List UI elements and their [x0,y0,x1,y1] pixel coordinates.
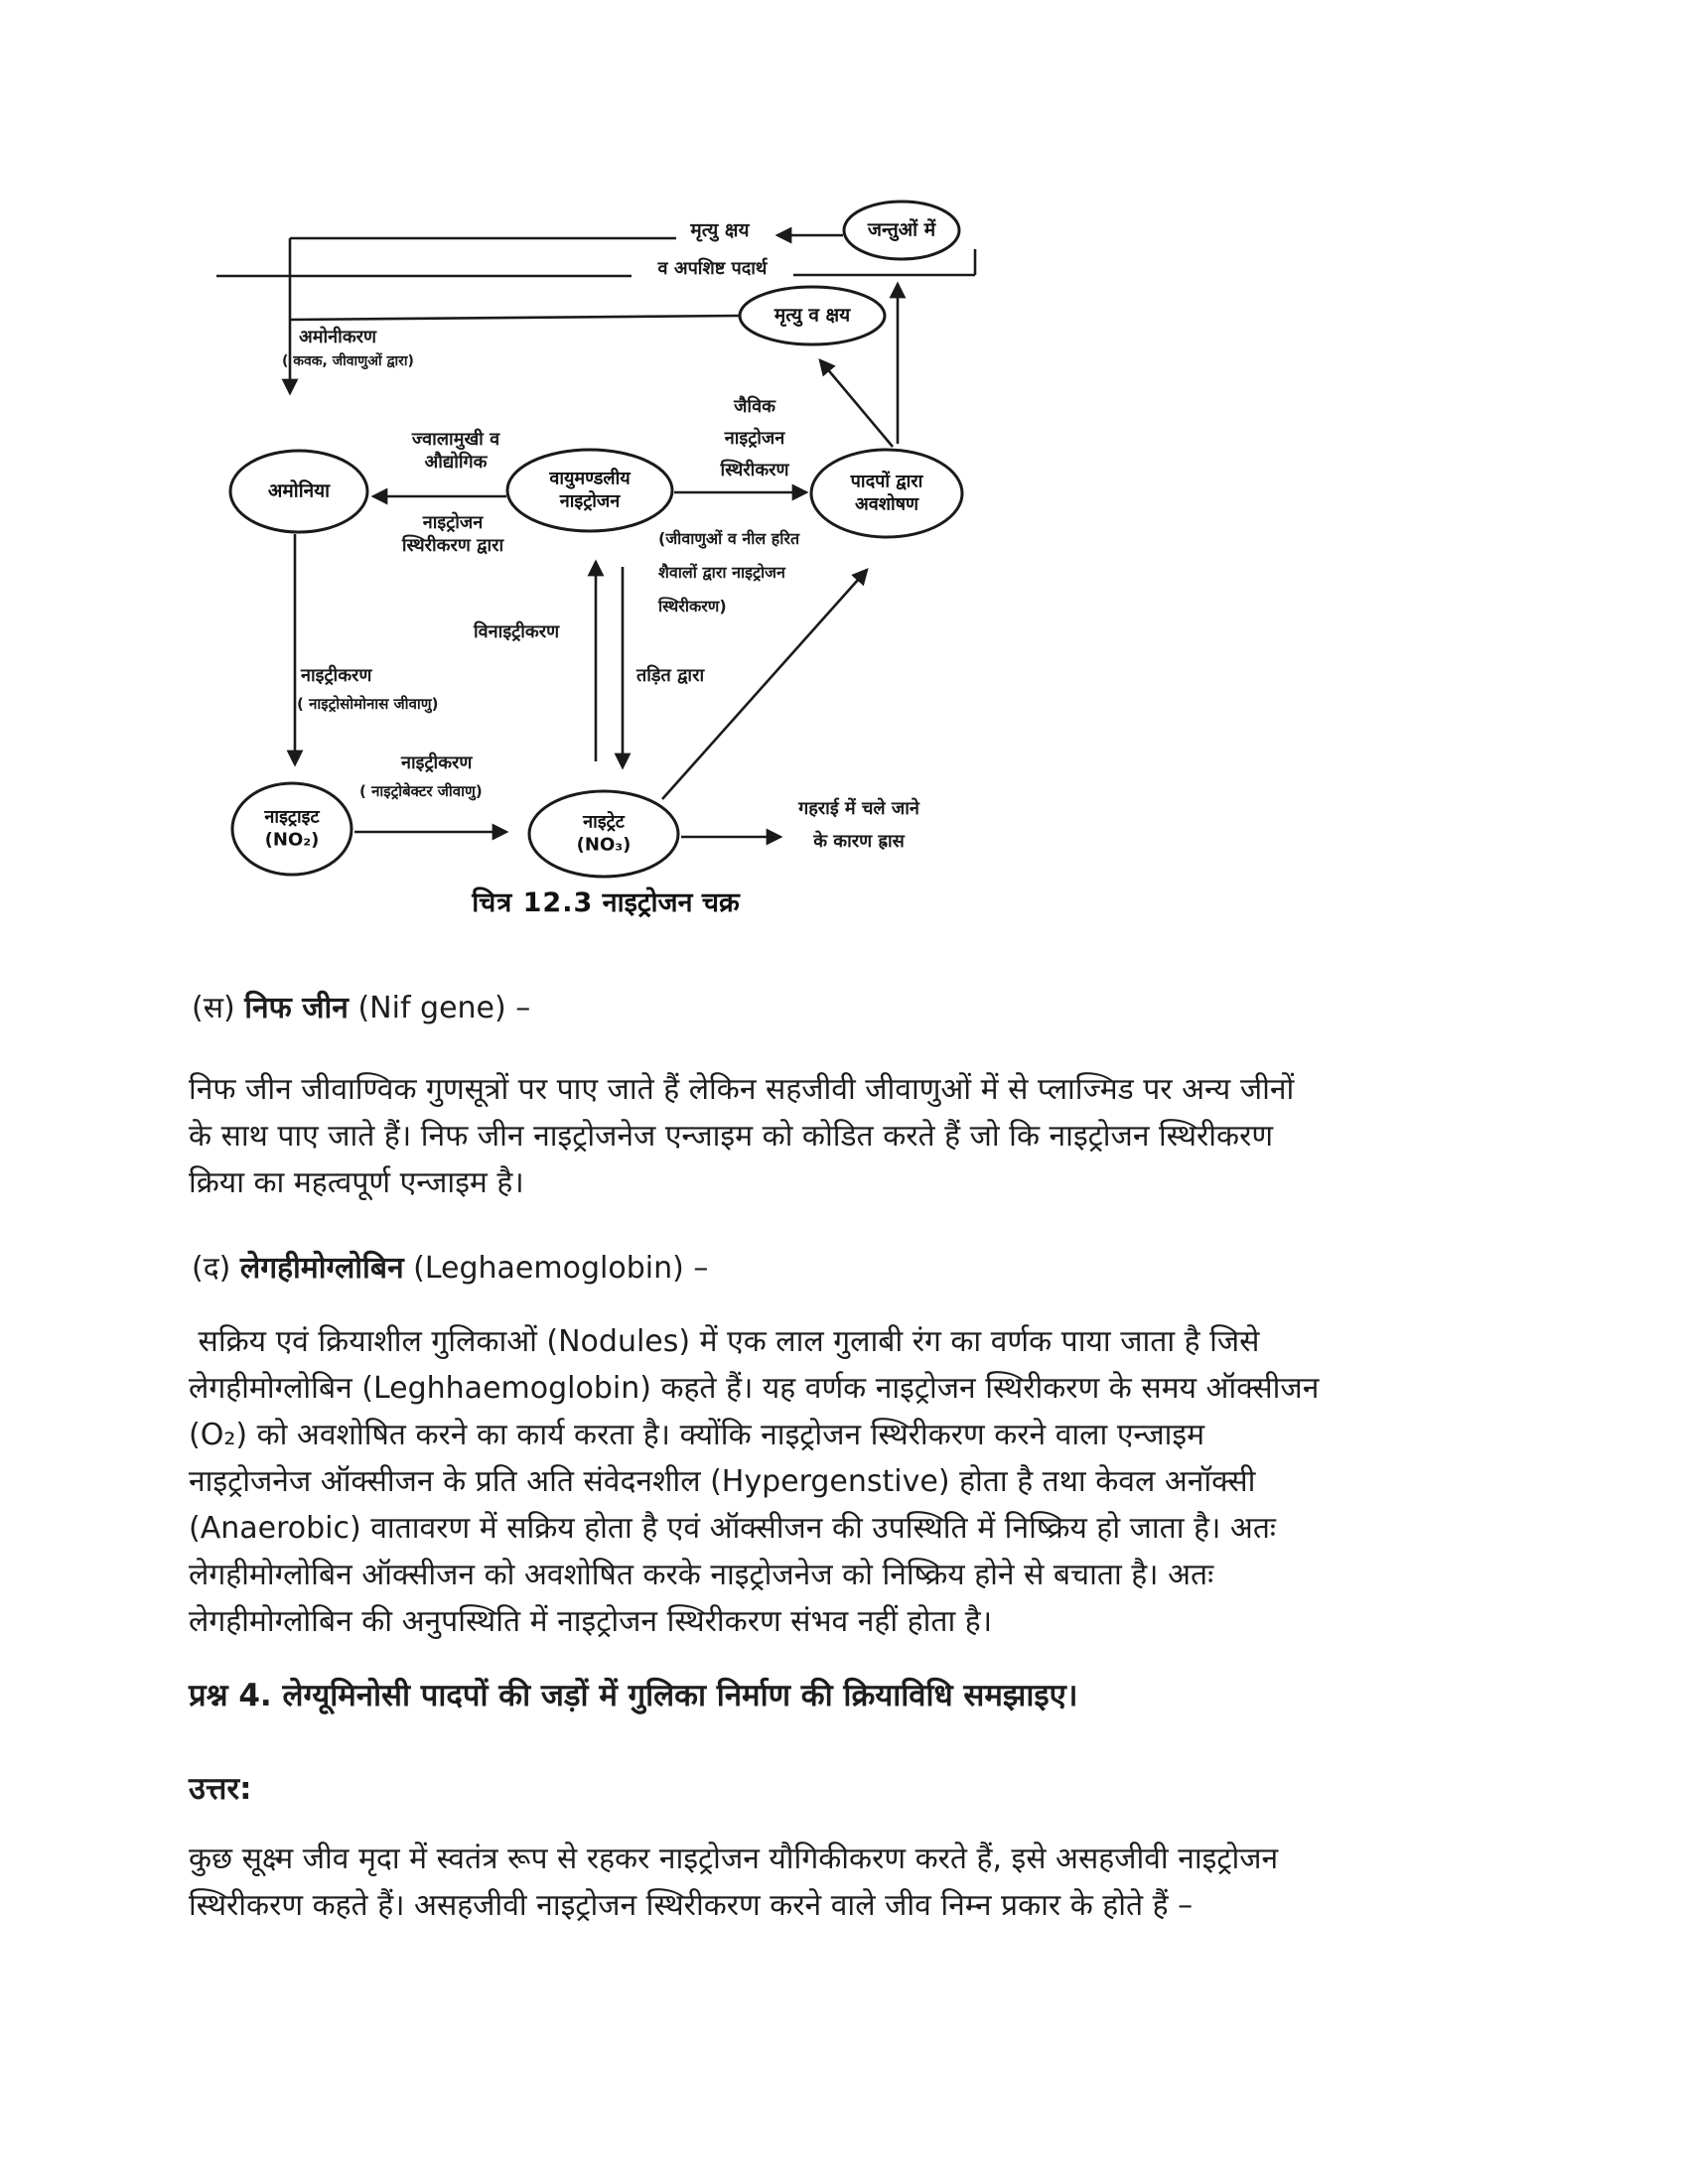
node-label-atmospheric-nitrogen: वायुमण्डलीय नाइट्रोजन [549,468,631,512]
heading-prefix: (स) [192,991,245,1025]
line-decay-left [290,316,739,320]
paragraph-line: लेगहीमोग्लोबिन की अनुपस्थिति में नाइट्रोजन स्थिरीकरण संभव नहीं होता है। [189,1604,993,1639]
label-leaching-loss: गहराई में चले जाने के कारण ह्रास [798,798,919,852]
question-heading: प्रश्न 4. लेग्यूमिनोसी पादपों की जड़ों में गुलिका निर्माण की क्रियाविधि समझाइए। [189,1678,1078,1713]
figure-number: चित्र 12.3 [472,887,594,918]
paragraph-line: (Anaerobic) वातावरण में सक्रिय होता है एवं ऑक्सीजन की उपस्थिति में निष्क्रिय हो जाता है। अतः [189,1511,1276,1546]
paragraph-line: निफ जीन जीवाण्विक गुणसूत्रों पर पाए जाते हैं लेकिन सहजीवी जीवाणुओं में से प्लाज्मिड पर अन्य जीनों [189,1072,1295,1107]
node-label-death-decay: मृत्यु व क्षय [774,304,851,327]
label-denitrification: विनाइट्रीकरण [474,621,560,642]
paragraph-line: क्रिया का महत्वपूर्ण एन्जाइम है। [189,1165,524,1200]
label-nitrobacter: ( नाइट्रोबेक्टर जीवाणु) [359,782,483,800]
heading-term: लेगहीमोग्लोबिन [239,1251,404,1286]
paragraph-line: सक्रिय एवं क्रियाशील गुलिकाओं (Nodules) में एक लाल गुलाबी रंग का वर्णक पाया जाता है जिसे [189,1324,1260,1359]
paragraph-line: लेगहीमोग्लोबिन (Leghhaemoglobin) कहते हैं। यह वर्णक नाइट्रोजन स्थिरीकरण के समय ऑक्सीजन [189,1371,1320,1406]
heading-suffix: (Leghaemoglobin) – [403,1251,709,1286]
answer-label: उत्तर: [189,1771,252,1807]
paragraph-leghaemoglobin [189,1318,1519,1645]
label-bacteria-algae-fixation: (जीवाणुओं व नील हरित शैवालों द्वारा नाइट्रोजन स्थिरीकरण) [658,529,800,615]
paragraph-line: नाइट्रोजनेज ऑक्सीजन के प्रति अति संवेदनशील (Hypergenstive) होता है तथा केवल अनॉक्सी [189,1464,1256,1499]
figure-caption [437,883,774,919]
label-nitrification-1: नाइट्रीकरण [301,665,372,686]
node-label-nitrate: नाइट्रेट (NO₃) [576,811,632,856]
node-label-nitrite: नाइट्राइट (NO₂) [264,806,320,851]
label-volcanic-industrial: ज्वालामुखी व औद्योगिक [411,429,500,473]
paragraph-line: स्थिरीकरण कहते हैं। असहजीवी नाइट्रोजन स्थिरीकरण करने वाले जीव निम्न प्रकार के होते हैं – [189,1888,1194,1923]
node-label-plant-absorption: पादपों द्वारा अवशोषण [850,471,923,515]
heading-prefix: (द) [192,1251,240,1286]
label-lightning: तड़ित द्वारा [636,665,705,686]
label-biological-fixation: जैविक नाइट्रोजन स्थिरीकरण [720,396,789,480]
paragraph-line: के साथ पाए जाते हैं। निफ जीन नाइट्रोजनेज एन्जाइम को कोडित करते हैं जो कि नाइट्रोजन स्थिरीकरण [189,1119,1274,1154]
paragraph-line: कुछ सूक्ष्म जीव मृदा में स्वतंत्र रूप से रहकर नाइट्रोजन यौगिकीकरण करते हैं, इसे असहजीवी नाइट्रोजन [189,1842,1279,1876]
heading-leghaemoglobin [192,1249,708,1289]
paragraph-line: लेगहीमोग्लोबिन ऑक्सीजन को अवशोषित करके नाइट्रोजनेज को निष्क्रिय होने से बचाता है। अतः [189,1558,1214,1592]
label-nitrogen-fixation-by: नाइट्रोजन स्थिरीकरण द्वारा [401,512,504,556]
label-ammonification: अमोनीकरण [299,327,377,347]
paragraph-line: (O₂) को अवशोषित करने का कार्य करता है। क्योंकि नाइट्रोजन स्थिरीकरण करने वाला एन्जाइम [189,1418,1205,1452]
heading-nif-gene [192,989,530,1028]
node-label-animals: जन्तुओं में [867,218,936,241]
paragraph-nif-gene [189,1066,1519,1206]
label-ammonification-by: ( कवक, जीवाणुओं द्वारा) [282,353,414,369]
node-label-ammonia: अमोनिया [267,479,331,502]
arrow-plants-to-decay [820,360,893,447]
figure-title: नाइट्रोजन चक्र [593,887,740,918]
diagram-nodes [230,202,962,877]
label-waste-material: व अपशिष्ट पदार्थ [657,258,768,279]
label-nitrification-2: नाइट्रीकरण [401,752,473,773]
paragraph-answer [189,1836,1519,1929]
heading-term: निफ जीन [244,991,349,1025]
label-death-loss: मृत्यु क्षय [690,219,750,241]
nitrogen-cycle-diagram [0,0,1043,953]
heading-suffix: (Nif gene) – [348,991,531,1025]
label-nitrosomonas: ( नाइट्रोसोमोनास जीवाणु) [297,695,439,713]
